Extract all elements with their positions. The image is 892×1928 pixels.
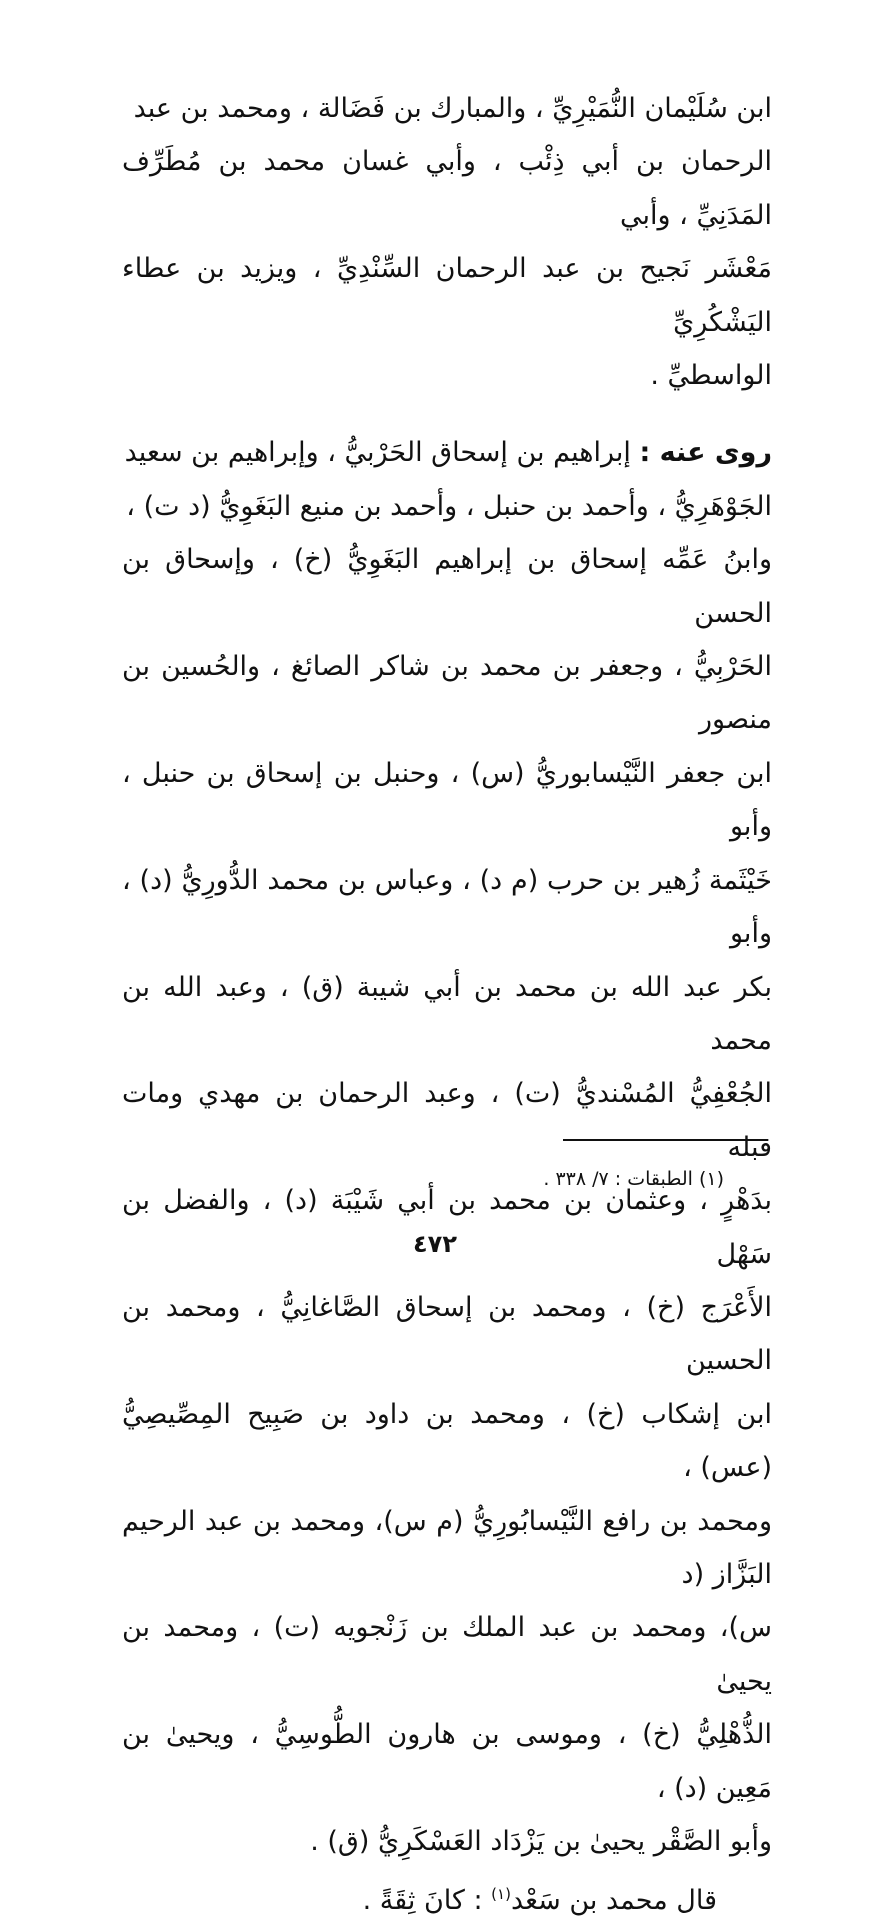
text-line: الجَوْهَرِيُّ ، وأحمد بن حنبل ، وأحمد بن منيع البَغَوِيُّ (د ت) ، — [126, 490, 772, 522]
text-line: ومحمد بن رافع النَّيْسابُورِيُّ (م س)، ومحمد بن عبد الرحيم البَزَّاز (د — [122, 1505, 772, 1590]
text-line: الجُعْفِيُّ المُسْنديُّ (ت) ، وعبد الرحمان بن مهدي ومات قبله — [122, 1078, 772, 1163]
footnote-divider — [563, 1139, 767, 1141]
paragraph-narrated-from-him — [122, 426, 772, 1868]
text-line: ابن سُلَيْمان النُّمَيْرِيِّ ، والمبارك بن فَضَالة ، ومحمد بن عبد — [133, 93, 772, 124]
text-line: إبراهيم بن إسحاق الحَرْبيُّ ، وإبراهيم بن سعيد — [124, 437, 640, 469]
text-line: وأبو الصَّقْر يحيىٰ بن يَزْدَاد العَسْكَرِيُّ (ق) . — [310, 1826, 772, 1857]
text-line: الذُّهْلِيُّ (خ) ، وموسى بن هارون الطُّوسِيُّ ، ويحيىٰ بن مَعِين (د) ، — [122, 1719, 772, 1804]
text-line: بكر عبد الله بن محمد بن أبي شيبة (ق) ، وعبد الله بن محمد — [122, 971, 772, 1056]
page-number: ٤٧٢ — [413, 1230, 457, 1258]
text-line: وابنُ عَمِّه إسحاق بن إبراهيم البَغَوِيُّ (خ) ، وإسحاق بن الحسن — [122, 544, 772, 629]
section-lead-label: روى عنه : — [639, 437, 772, 469]
text-line: : كانَ ثِقَةً . — [362, 1885, 492, 1917]
text-line: ابن جعفر النَّيْسابوريُّ (س) ، وحنبل بن إسحاق بن حنبل ، وأبو — [122, 757, 772, 843]
text-line: الرحمان بن أبي ذِئْب ، وأبي غسان محمد بن مُطَرِّف المَدَنِيِّ ، وأبي — [122, 146, 772, 231]
text-line: الأَعْرَج (خ) ، ومحمد بن إسحاق الصَّاغانِيُّ ، ومحمد بن الحسين — [122, 1291, 772, 1377]
paragraph-teachers-continued — [122, 82, 772, 402]
text-line: مَعْشَر نَجيح بن عبد الرحمان السِّنْدِيِّ ، ويزيد بن عطاء اليَشْكُرِيِّ — [122, 253, 772, 338]
paragraph-assessment — [122, 1868, 717, 1927]
text-line: س)، ومحمد بن عبد الملك بن زَنْجويه (ت) ، ومحمد بن يحيىٰ — [122, 1612, 772, 1697]
footnote-reference[interactable]: (١) — [491, 1885, 511, 1904]
footnote: (١) الطبقات : ٧/ ٣٣٨ . — [543, 1168, 724, 1190]
text-line: قال محمد بن سَعْد — [510, 1885, 717, 1917]
text-line: الواسطيِّ . — [650, 360, 772, 392]
text-line: الحَرْبِيُّ ، وجعفر بن محمد بن شاكر الصائغ ، والحُسين بن منصور — [122, 651, 772, 736]
text-line: بدَهْرٍ ، وعثمان بن محمد بن أبي شَيْبَة (د) ، والفضل بن سَهْل — [122, 1185, 772, 1270]
main-text — [122, 82, 772, 1928]
text-line: ابن إشكاب (خ) ، ومحمد بن داود بن صَبِيح المِصِّيصِيُّ (عس) ، — [122, 1398, 772, 1484]
text-line: خَيْثَمة زُهير بن حرب (م د) ، وعباس بن محمد الدُّورِيُّ (د) ، وأبو — [122, 864, 772, 950]
